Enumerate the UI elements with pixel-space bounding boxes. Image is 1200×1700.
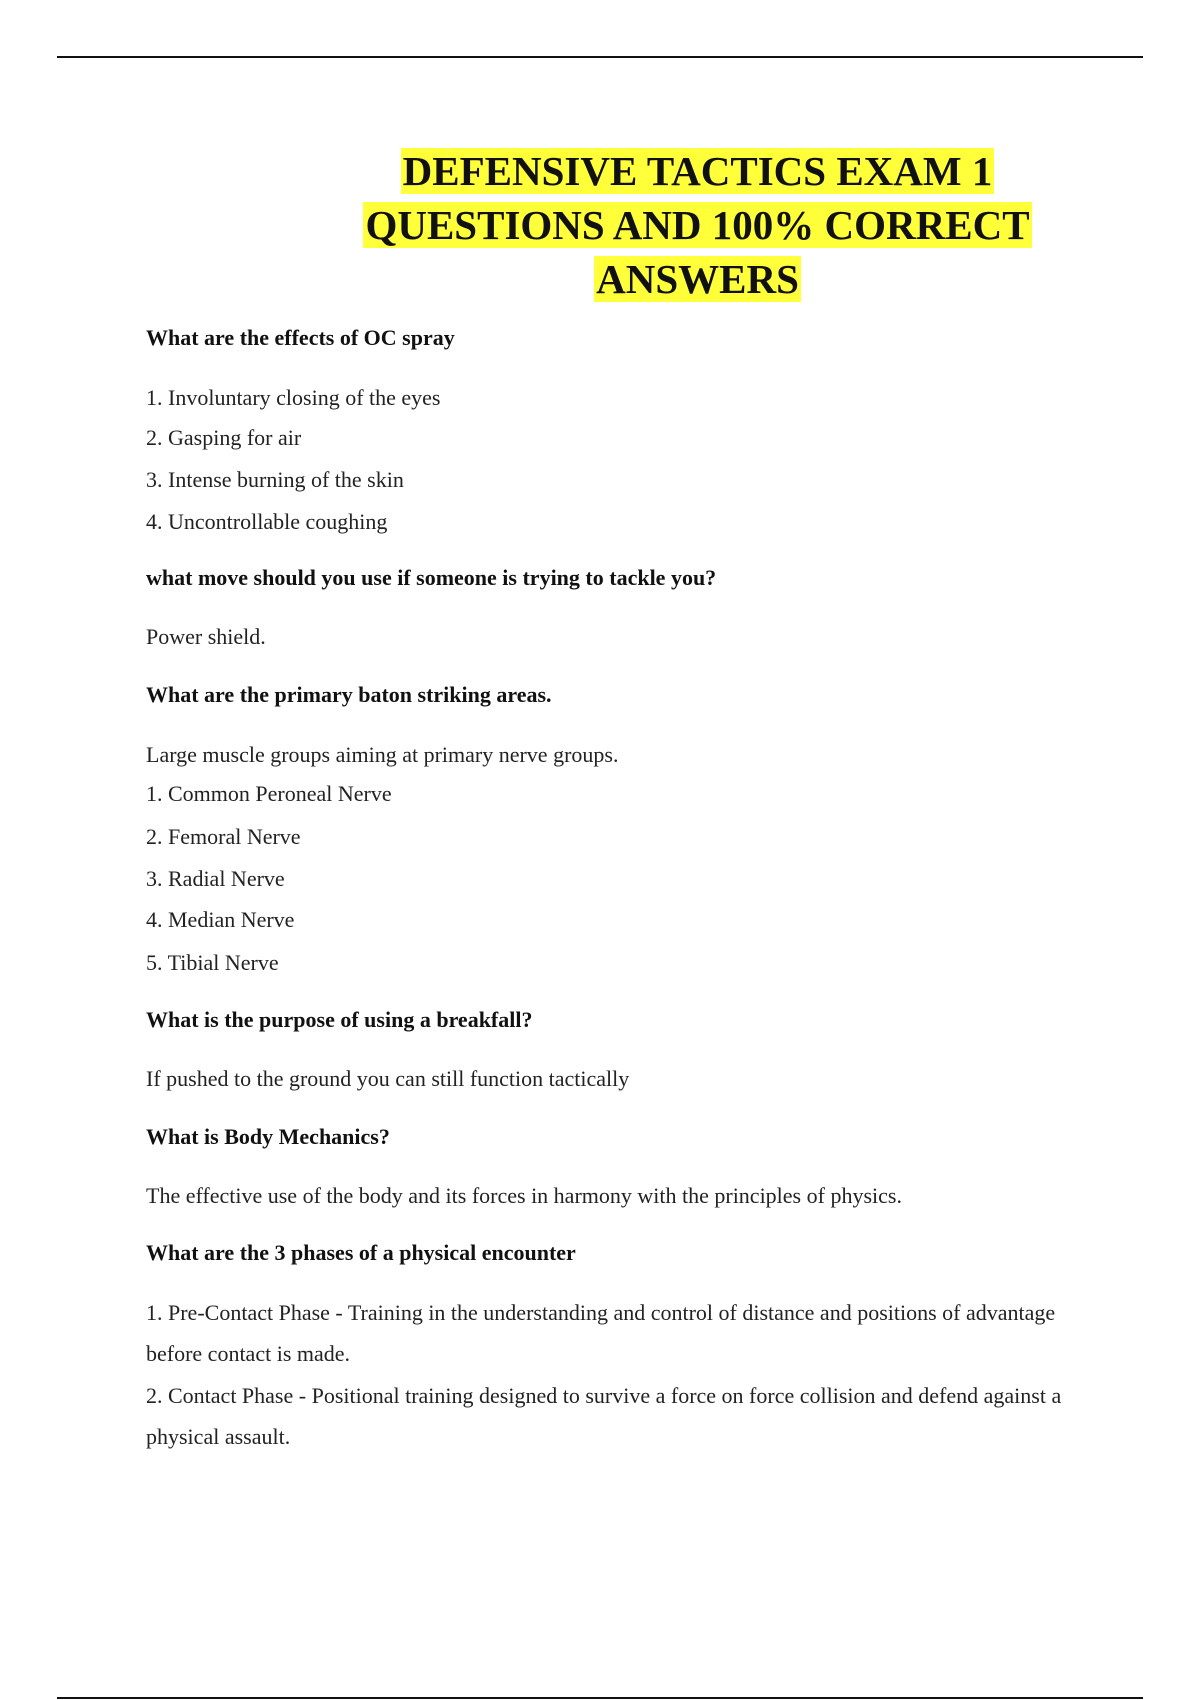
answer-item: 2. Gasping for air [146, 425, 302, 450]
answer-item: 3. Radial Nerve [146, 866, 285, 891]
answer-item: 2. Femoral Nerve [146, 824, 301, 849]
question-baton-areas: What are the primary baton striking areas. [146, 682, 552, 707]
question-oc-spray: What are the effects of OC spray [146, 325, 455, 350]
title-line-2: QUESTIONS AND 100% CORRECT [365, 202, 1030, 248]
question-phases: What are the 3 phases of a physical encounter [146, 1240, 576, 1265]
answer-item: 1. Involuntary closing of the eyes [146, 385, 441, 410]
answer-item: Large muscle groups aiming at primary nerve groups. [146, 742, 619, 767]
answer-item: 3. Intense burning of the skin [146, 467, 404, 492]
document-title [330, 144, 1065, 306]
answer-item: The effective use of the body and its forces in harmony with the principles of physics. [146, 1183, 902, 1208]
title-line-1: DEFENSIVE TACTICS EXAM 1 [402, 148, 993, 194]
answer-item: 1. Common Peroneal Nerve [146, 781, 392, 806]
answer-item: 1. Pre-Contact Phase - Training in the understanding and control of distance and positions of advantage before contact is made. [146, 1300, 1056, 1366]
answer-item: 5. Tibial Nerve [146, 950, 279, 975]
question-body-mechanics: What is Body Mechanics? [146, 1124, 390, 1149]
answer-item: 4. Uncontrollable coughing [146, 509, 388, 534]
question-breakfall: What is the purpose of using a breakfall? [146, 1007, 533, 1032]
question-tackle: what move should you use if someone is trying to tackle you? [146, 565, 717, 590]
answer-item: Power shield. [146, 624, 266, 649]
answer-item: 4. Median Nerve [146, 907, 295, 932]
title-line-3: ANSWERS [596, 256, 799, 302]
bottom-rule [57, 1697, 1143, 1699]
top-rule [57, 56, 1143, 58]
answer-item: 2. Contact Phase - Positional training designed to survive a force on force collision and defend against a physical assault. [146, 1383, 1062, 1449]
answer-item: If pushed to the ground you can still function tactically [146, 1066, 630, 1091]
